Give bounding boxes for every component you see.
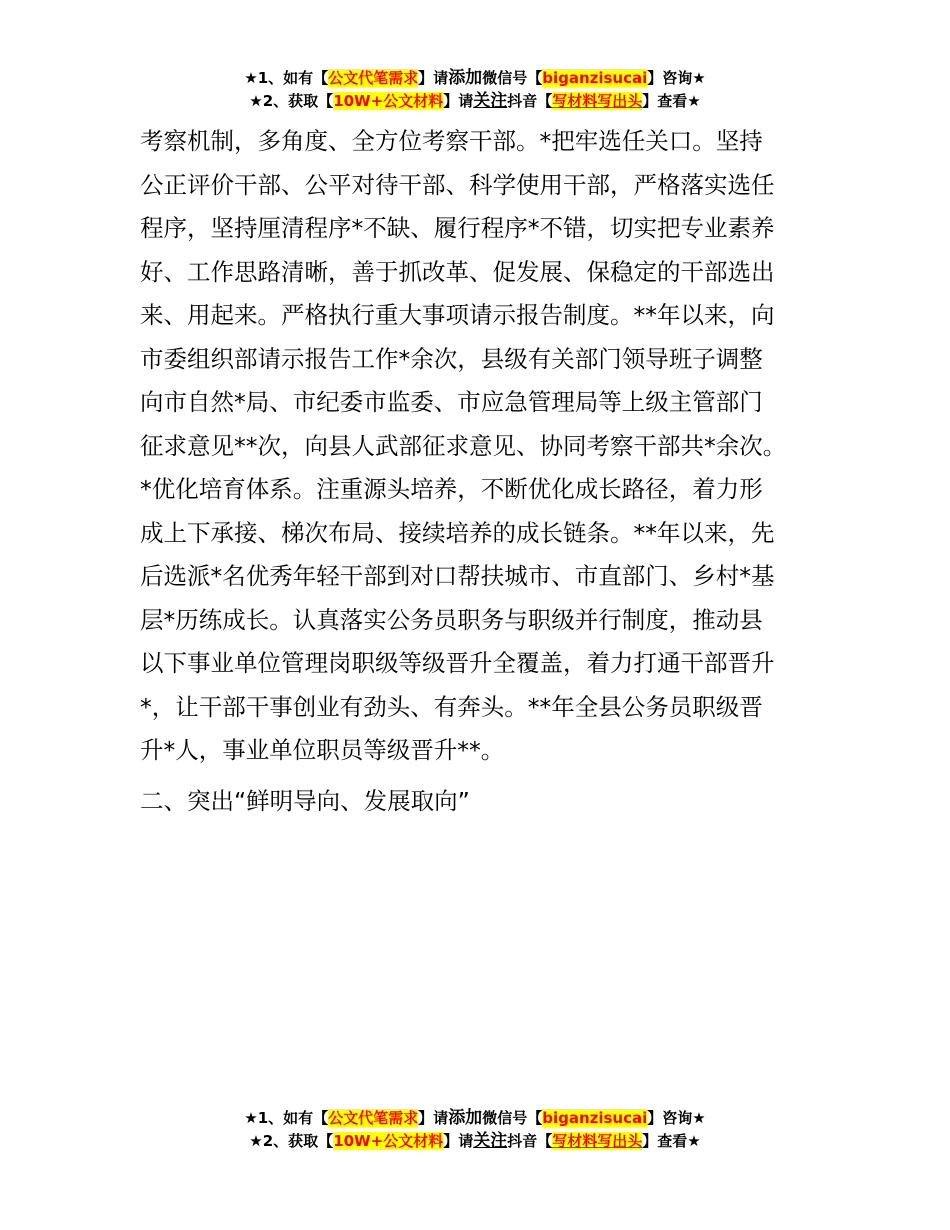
banner-text: 微信号【 [482,1109,543,1127]
text-line: 好、工作思路清晰，善于抓改革、促发展、保稳定的干部选出 [140,257,775,286]
wechat-id: biganzisucai [542,1109,648,1127]
text-line: 以下事业单位管理岗职级等级晋升全覆盖，着力打通干部晋升 [140,649,775,677]
text-line: 考察机制，多角度、全方位考察干部。*把牢选任关口。坚持 [140,127,763,155]
banner-text: 】请 [418,69,449,87]
text-line: 层*历练成长。认真落实公务员职务与职级并行制度，推动县 [140,605,763,634]
text-line: 程序，坚持厘清程序*不缺、履行程序*不错，切实把专业素养 [140,214,775,242]
douyin-account: 写材料写出头 [552,1132,643,1150]
text-line: 向市自然*局、市纪委市监委、市应急管理局等上级主管部门 [140,388,763,416]
banner-text: 微信号【 [482,69,543,87]
footer-banner [0,1107,950,1153]
banner-text: 】查看★ [642,1132,701,1150]
text-line: 升*人，事业单位职员等级晋升**。 [140,736,505,764]
banner-text: ★1、如有【 [244,1109,329,1127]
document-body [140,120,820,773]
highlight-text: 10W+公文材料 [333,1132,444,1150]
emphasis-text: 添加 [448,1108,483,1128]
banner-text: 】查看★ [642,92,701,110]
text-line: *优化培育体系。注重源头培养，不断优化成长路径，着力形 [140,475,763,503]
header-banner [0,67,950,113]
text-line: 成上下承接、梯次布局、接续培养的成长链条。**年以来，先 [140,518,775,547]
banner-text: 抖音【 [507,1132,553,1150]
body-paragraph [140,120,820,773]
banner-line-1 [0,1107,950,1130]
banner-text: ★2、获取【 [249,92,334,110]
text-line: 公正评价干部、公平对待干部、科学使用干部，严格落实选任 [140,170,775,199]
wechat-id: biganzisucai [542,69,648,87]
text-line: 市委组织部请示报告工作*余次，县级有关部门领导班子调整 [140,344,763,373]
banner-text: 】咨询★ [647,1109,706,1127]
highlight-text: 公文代笔需求 [328,1109,419,1127]
emphasis-text: 关注 [473,1131,508,1151]
highlight-text: 公文代笔需求 [328,69,419,87]
douyin-account: 写材料写出头 [552,92,643,110]
emphasis-text: 关注 [473,91,508,111]
banner-line-1 [0,67,950,90]
text-line: 来、用起来。严格执行重大事项请示报告制度。**年以来，向 [140,301,775,329]
banner-text: 】咨询★ [647,69,706,87]
text-line: 征求意见**次，向县人武部征求意见、协同考察干部共*余次。 [140,431,787,460]
banner-text: 】请 [443,1132,474,1150]
banner-text: ★1、如有【 [244,69,329,87]
highlight-text: 10W+公文材料 [333,92,444,110]
section-heading: 二、突出“鲜明导向、发展取向” [140,787,470,815]
banner-text: ★2、获取【 [249,1132,334,1150]
banner-line-2 [0,1130,950,1153]
banner-line-2 [0,90,950,113]
text-line: 后选派*名优秀年轻干部到对口帮扶城市、市直部门、乡村*基 [140,562,775,590]
banner-text: 】请 [418,1109,449,1127]
emphasis-text: 添加 [448,68,483,88]
text-line: *，让干部干事创业有劲头、有奔头。**年全县公务员职级晋 [140,692,763,721]
banner-text: 】请 [443,92,474,110]
banner-text: 抖音【 [507,92,553,110]
